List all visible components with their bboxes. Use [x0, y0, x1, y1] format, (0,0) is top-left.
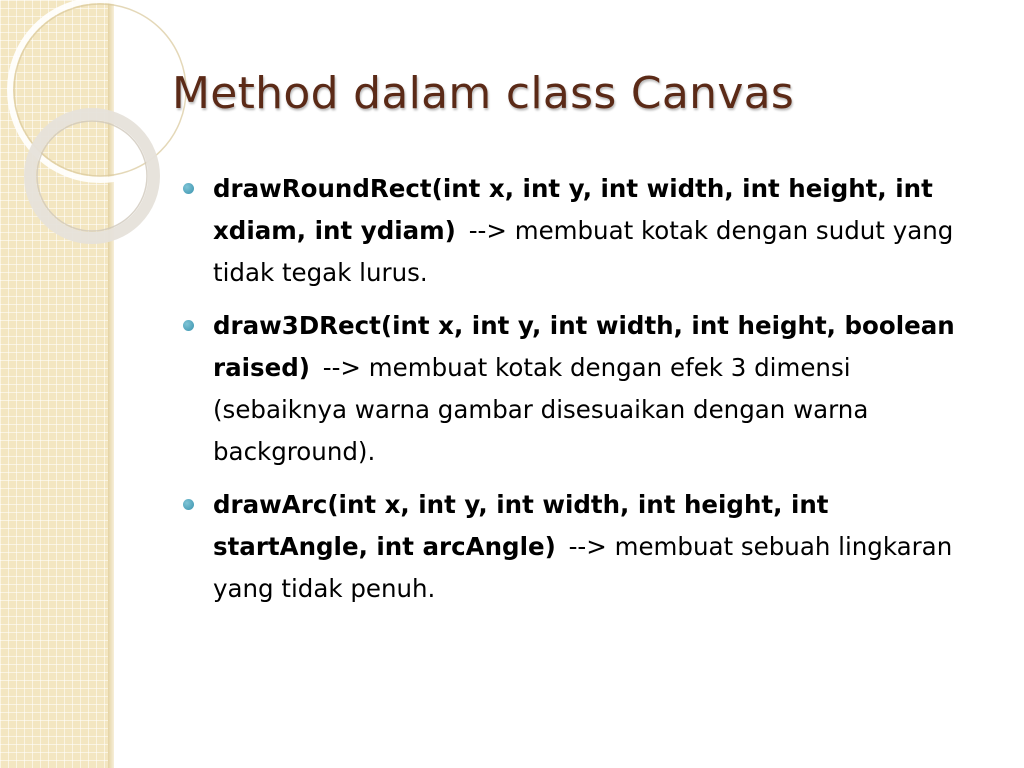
method-signature: draw3DRect(int x, int y, int width, int height, boolean raised)	[213, 311, 955, 382]
bullet-dot-icon	[183, 320, 194, 331]
bullet-dot-icon	[183, 499, 194, 510]
method-description: membuat kotak dengan efek 3 dimensi (sebaiknya warna gambar disesuaikan dengan warna background).	[213, 353, 869, 466]
method-description: membuat kotak dengan sudut yang tidak tegak lurus.	[213, 216, 954, 287]
bullet-list	[180, 168, 990, 621]
bullet-item-draw-arc	[180, 484, 990, 610]
arrow-text: -->	[568, 532, 607, 561]
bullet-dot-icon	[183, 183, 194, 194]
slide-title: Method dalam class Canvas	[172, 68, 795, 119]
method-description: membuat sebuah lingkaran yang tidak penuh.	[213, 532, 953, 603]
arrow-text: -->	[322, 353, 361, 382]
method-signature: drawRoundRect(int x, int y, int width, int height, int xdiam, int ydiam)	[213, 174, 933, 245]
bullet-item-draw-round-rect	[180, 168, 990, 294]
arrow-text: -->	[468, 216, 507, 245]
method-signature: drawArc(int x, int y, int width, int height, int startAngle, int arcAngle)	[213, 490, 829, 561]
bullet-item-draw-3d-rect	[180, 305, 990, 473]
